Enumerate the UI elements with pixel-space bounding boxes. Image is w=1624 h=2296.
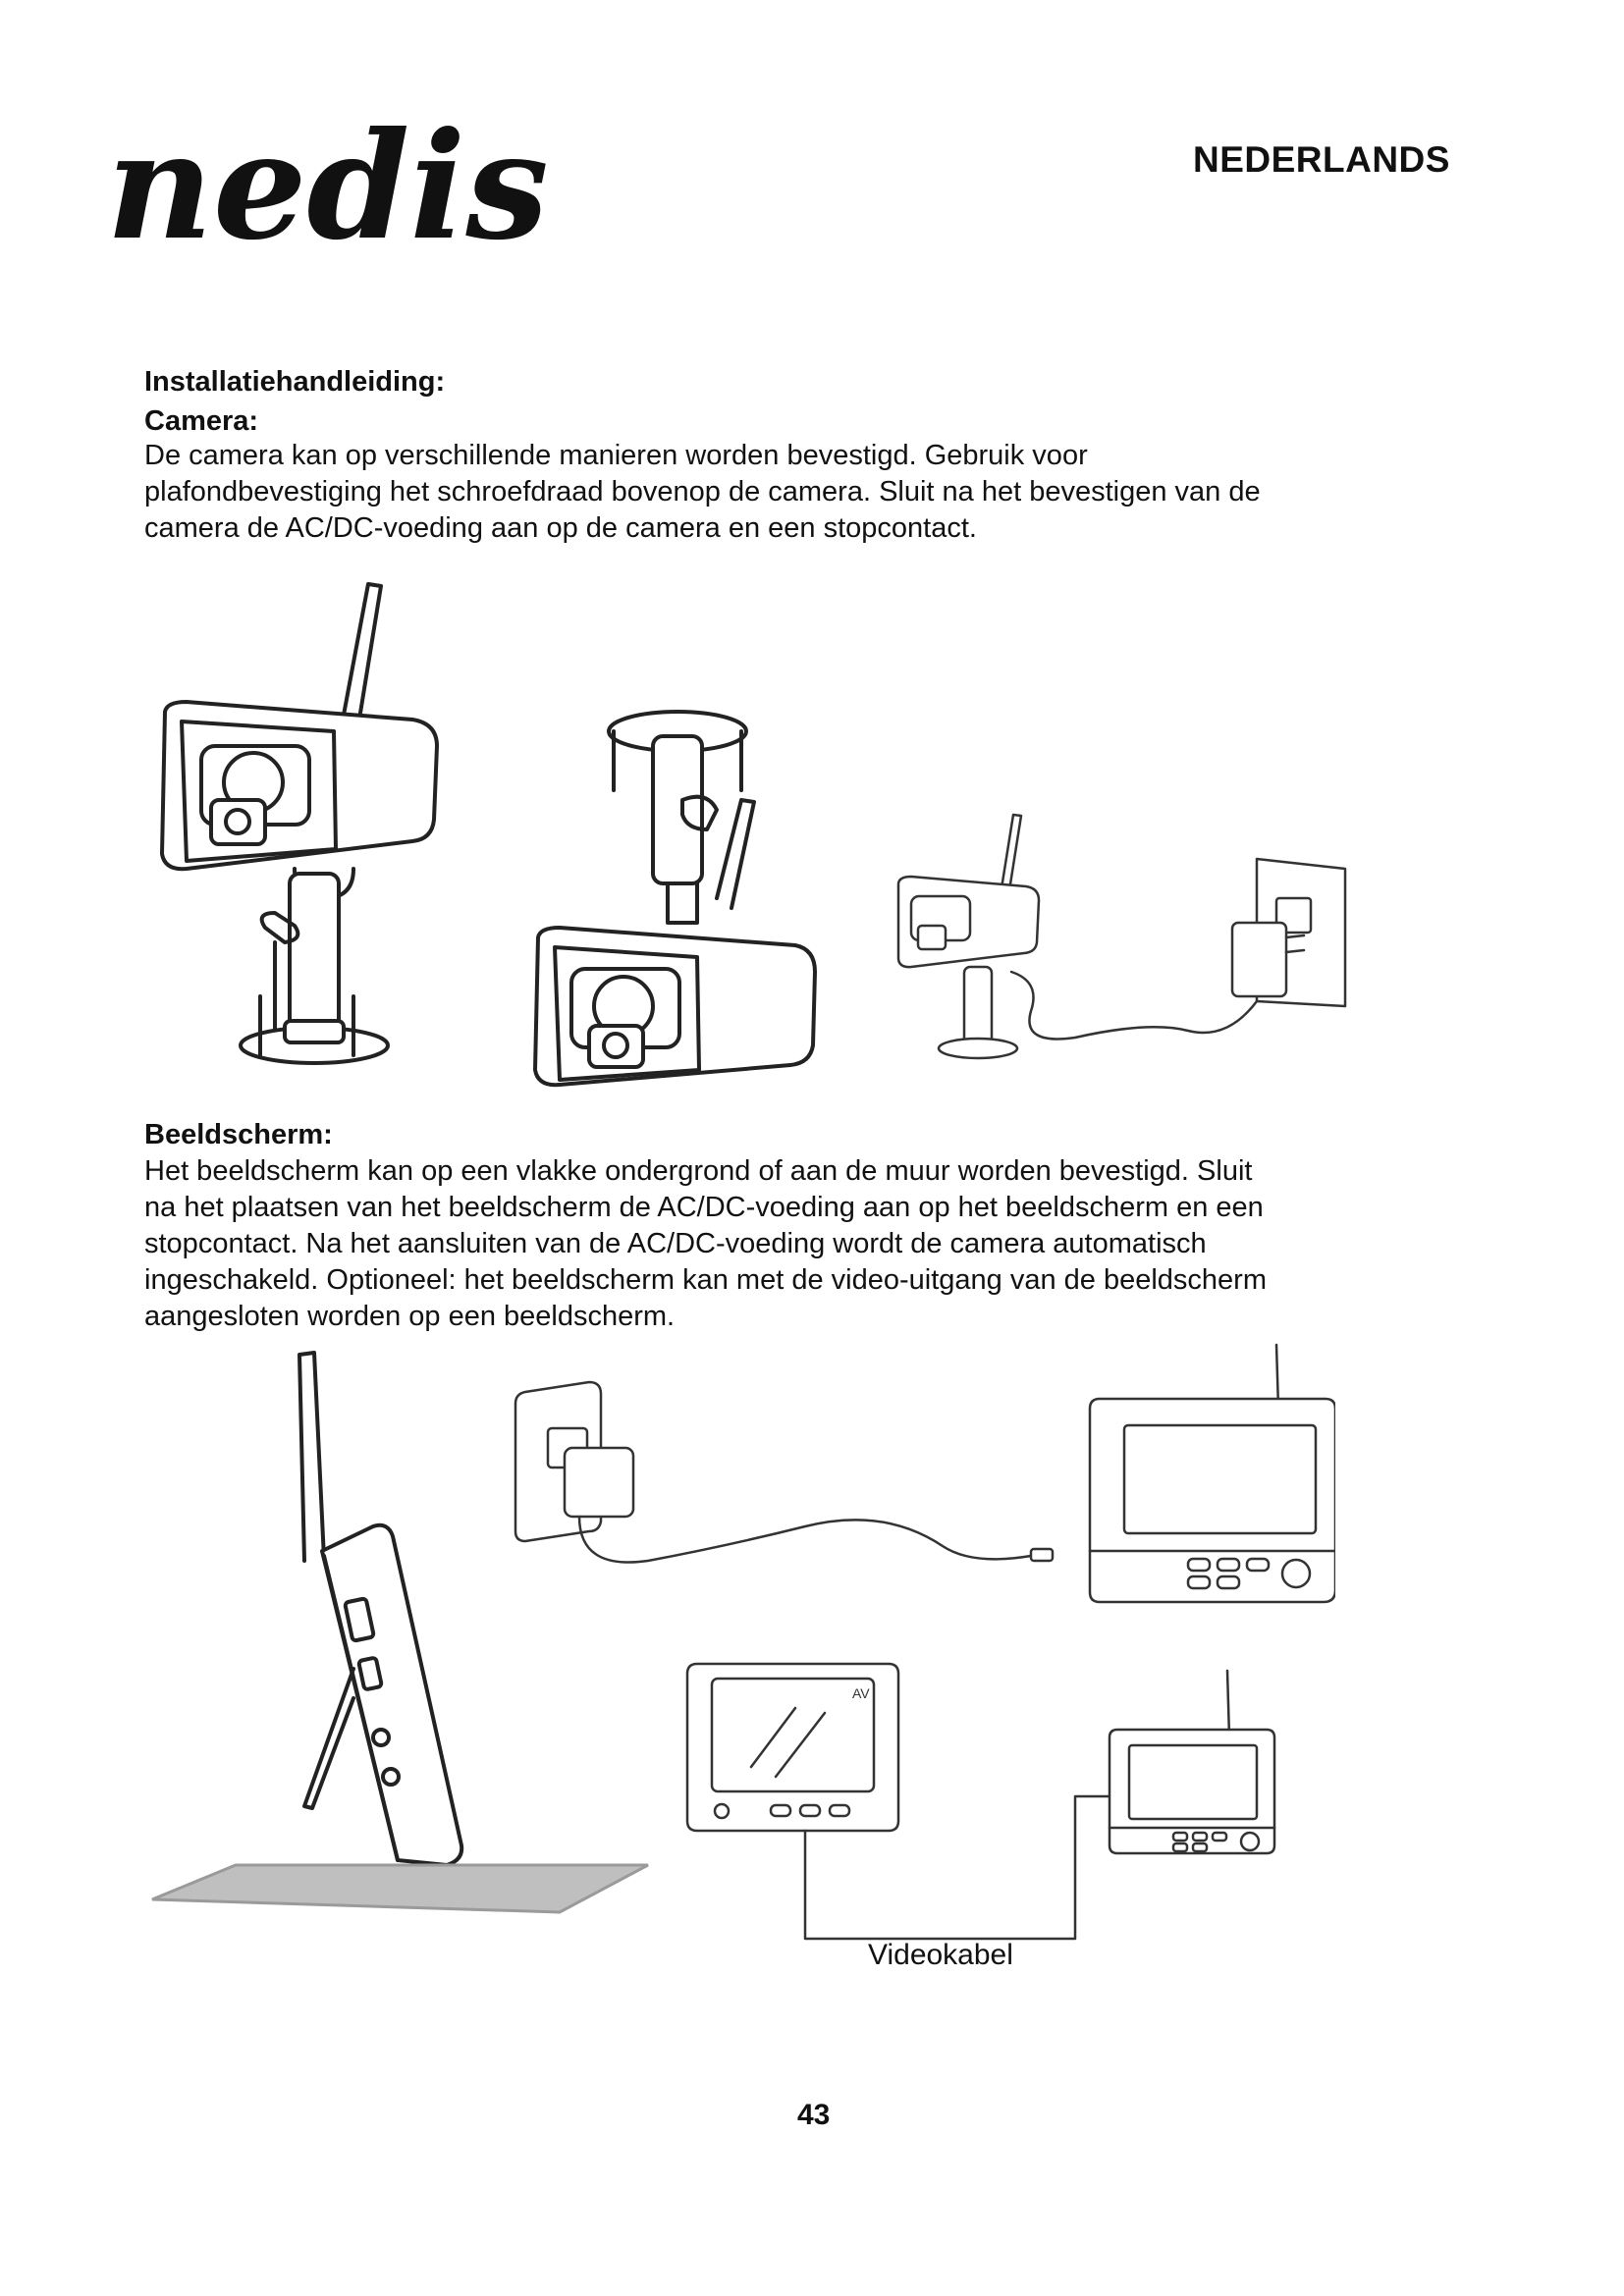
- camera-ceiling-mount-figure: [520, 702, 825, 1095]
- camera-heading: Camera:: [144, 405, 259, 437]
- camera-line-2: plafondbevestiging het schroefdraad bovenop de camera. Sluit na het bevestigen van de: [144, 476, 1261, 507]
- monitor-line-3: stopcontact. Na het aansluiten van de AC/DC-voeding wordt de camera automatisch: [144, 1228, 1207, 1259]
- camera-power-figure: [893, 810, 1355, 1095]
- nedis-logo: [106, 118, 597, 275]
- monitor-line-2: na het plaatsen van het beeldscherm de AC/DC-voeding aan op het beeldscherm en een: [144, 1192, 1264, 1223]
- video-connection-figure: [677, 1649, 1286, 1944]
- page-number: 43: [797, 2099, 831, 2131]
- camera-paragraph: [144, 438, 1261, 547]
- monitor-power-figure: [511, 1335, 1335, 1610]
- nedis-logo-graphic: [106, 118, 597, 275]
- camera-floor-mount-figure: [147, 574, 452, 1095]
- logo-wordmark: nedis: [106, 118, 549, 273]
- monitor-paragraph: [144, 1153, 1267, 1335]
- camera-line-1: De camera kan op verschillende manieren worden bevestigd. Gebruik voor: [144, 440, 1088, 471]
- tv-av-badge: AV: [852, 1685, 870, 1701]
- monitor-line-1: Het beeldscherm kan op een vlakke ondergrond of aan de muur worden bevestigd. Sluit: [144, 1155, 1253, 1187]
- section-title: Installatiehandleiding:: [144, 366, 446, 398]
- monitor-line-4: ingeschakeld. Optioneel: het beeldscherm kan met de video-uitgang van de beeldscherm: [144, 1264, 1267, 1296]
- language-label: NEDERLANDS: [1193, 139, 1450, 180]
- monitor-line-5: aangesloten worden op een beeldscherm.: [144, 1301, 676, 1332]
- monitor-heading: Beeldscherm:: [144, 1119, 333, 1150]
- camera-line-3: camera de AC/DC-voeding aan op de camera en een stopcontact.: [144, 512, 977, 544]
- video-cable-caption: Videokabel: [868, 1939, 1013, 1971]
